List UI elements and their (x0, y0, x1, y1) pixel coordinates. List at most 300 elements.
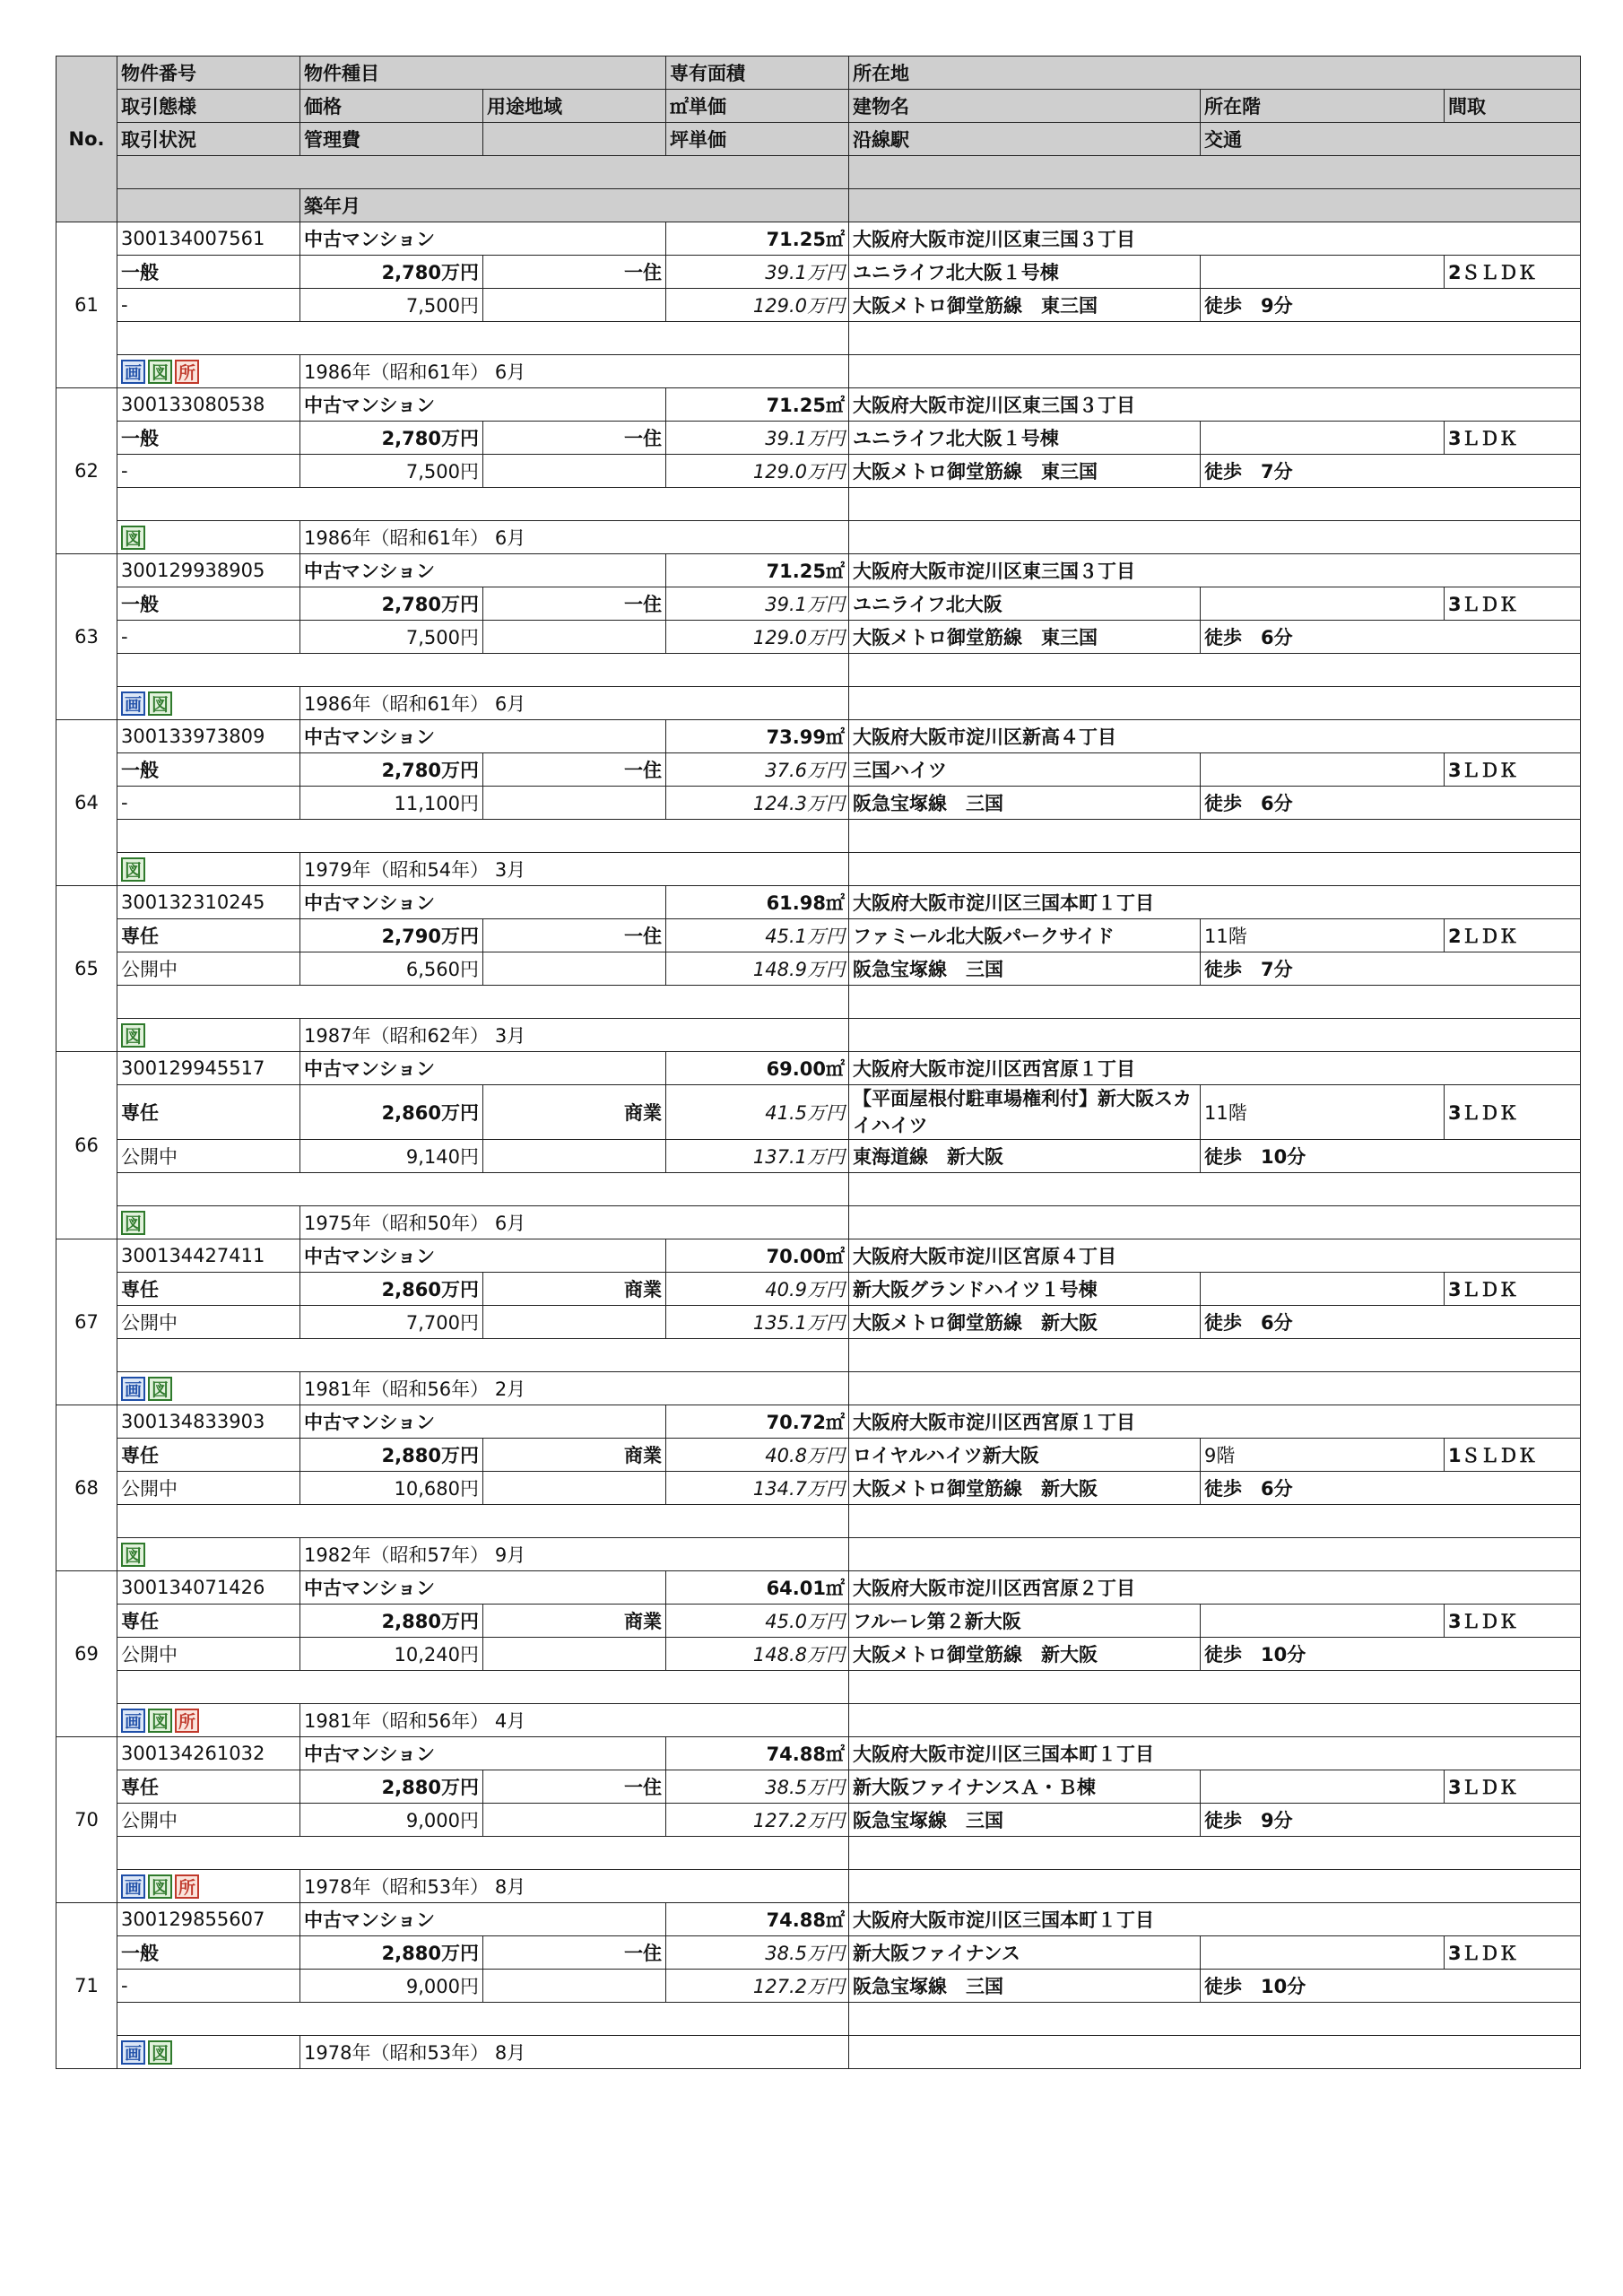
station-line: 大阪メトロ御堂筋線 東三国 (849, 289, 1201, 322)
record (56, 1571, 1581, 1737)
floor-plan-icon[interactable]: 図 (148, 1874, 172, 1899)
station-line: 阪急宝塚線 三国 (849, 1804, 1201, 1837)
blank-end (849, 1019, 1581, 1052)
station-line: 阪急宝塚線 三国 (849, 787, 1201, 820)
blank-cell (483, 1638, 666, 1671)
zone: 一住 (483, 422, 666, 455)
deal-status: - (117, 1970, 300, 2003)
zone: 一住 (483, 1770, 666, 1804)
blank-cell (483, 1306, 666, 1339)
blank-row-right (849, 322, 1581, 355)
icon-cell (117, 687, 300, 720)
blank-row (117, 1173, 849, 1206)
building-name: 新大阪ファイナンス (849, 1936, 1201, 1970)
layout: 3ＬＤＫ (1445, 753, 1581, 787)
address: 大阪府大阪市淀川区新高４丁目 (849, 720, 1581, 753)
blank-row-right (849, 654, 1581, 687)
price: 2,790万円 (300, 919, 483, 952)
floor-plan-icon[interactable]: 図 (148, 360, 172, 384)
management-fee: 10,240円 (300, 1638, 483, 1671)
access: 徒歩 9分 (1201, 289, 1581, 322)
header-built: 築年月 (300, 189, 849, 222)
tsubo-price: 127.2万円 (666, 1804, 849, 1837)
floor-plan-icon[interactable]: 図 (121, 1211, 145, 1235)
property-type: 中古マンション (300, 222, 666, 256)
management-fee: 9,140円 (300, 1140, 483, 1173)
blank-end (849, 853, 1581, 886)
deal-status: 公開中 (117, 1472, 300, 1505)
record-no: 70 (56, 1737, 117, 1903)
price: 2,780万円 (300, 753, 483, 787)
property-type: 中古マンション (300, 720, 666, 753)
blank-cell (483, 1970, 666, 2003)
header-property-type: 物件種目 (300, 57, 666, 90)
layout: 3ＬＤＫ (1445, 1936, 1581, 1970)
icon-cell (117, 521, 300, 554)
address: 大阪府大阪市淀川区宮原４丁目 (849, 1239, 1581, 1273)
floor-plan-icon[interactable]: 図 (121, 1543, 145, 1567)
floor: 11階 (1201, 919, 1445, 952)
blank-cell (483, 621, 666, 654)
icon-cell (117, 1372, 300, 1405)
deal-type: 一般 (117, 256, 300, 289)
floor-plan-icon[interactable]: 図 (148, 1709, 172, 1733)
icon-cell (117, 853, 300, 886)
blank-row (117, 1837, 849, 1870)
deal-status: 公開中 (117, 952, 300, 986)
record (56, 1737, 1581, 1903)
header-blank-row-right (849, 156, 1581, 189)
area: 73.99㎡ (666, 720, 849, 753)
header-price: 価格 (300, 90, 483, 123)
management-fee: 10,680円 (300, 1472, 483, 1505)
blank-cell (483, 1804, 666, 1837)
table-header (56, 57, 1581, 222)
property-id[interactable]: 300134071426 (117, 1571, 300, 1605)
header-area: 専有面積 (666, 57, 849, 90)
blank-row (117, 1339, 849, 1372)
blank-end (849, 355, 1581, 388)
tsubo-price: 137.1万円 (666, 1140, 849, 1173)
built-date: 1975年（昭和50年） 6月 (300, 1206, 849, 1239)
price: 2,860万円 (300, 1273, 483, 1306)
blank-cell (483, 1140, 666, 1173)
building-name: 【平面屋根付駐車場権利付】新大阪スカイハイツ (849, 1085, 1201, 1140)
management-fee: 7,500円 (300, 621, 483, 654)
blank-row-right (849, 1671, 1581, 1704)
blank-end (849, 2036, 1581, 2069)
header-line: 沿線駅 (849, 123, 1201, 156)
floor (1201, 1273, 1445, 1306)
floor-plan-icon[interactable]: 図 (121, 1023, 145, 1048)
building-name: フルーレ第２新大阪 (849, 1605, 1201, 1638)
deal-status: - (117, 455, 300, 488)
icon-cell (117, 1206, 300, 1239)
sqm-price: 41.5万円 (666, 1085, 849, 1140)
building-name: ユニライフ北大阪１号棟 (849, 256, 1201, 289)
photo-icon[interactable]: 画 (121, 691, 145, 716)
built-date: 1981年（昭和56年） 4月 (300, 1704, 849, 1737)
property-type: 中古マンション (300, 886, 666, 919)
header-deal: 取引態様 (117, 90, 300, 123)
icon-cell (117, 1870, 300, 1903)
photo-icon[interactable]: 画 (121, 1709, 145, 1733)
area: 70.72㎡ (666, 1405, 849, 1439)
blank-row-right (849, 1837, 1581, 1870)
built-date: 1986年（昭和61年） 6月 (300, 687, 849, 720)
deal-type: 一般 (117, 753, 300, 787)
built-date: 1978年（昭和53年） 8月 (300, 1870, 849, 1903)
management-fee: 7,500円 (300, 455, 483, 488)
location-map-icon[interactable]: 所 (175, 1709, 199, 1733)
icon-cell (117, 2036, 300, 2069)
layout: 3ＬＤＫ (1445, 1605, 1581, 1638)
sqm-price: 37.6万円 (666, 753, 849, 787)
sqm-price: 40.9万円 (666, 1273, 849, 1306)
icon-group (121, 1019, 296, 1051)
blank-cell (483, 787, 666, 820)
record-no: 69 (56, 1571, 117, 1737)
blank-end (849, 687, 1581, 720)
station-line: 阪急宝塚線 三国 (849, 952, 1201, 986)
sqm-price: 40.8万円 (666, 1439, 849, 1472)
blank-row-right (849, 1173, 1581, 1206)
sqm-price: 39.1万円 (666, 422, 849, 455)
management-fee: 9,000円 (300, 1804, 483, 1837)
blank-cell (483, 952, 666, 986)
deal-type: 専任 (117, 1605, 300, 1638)
access: 徒歩 9分 (1201, 1804, 1581, 1837)
tsubo-price: 148.9万円 (666, 952, 849, 986)
building-name: ファミール北大阪パークサイド (849, 919, 1201, 952)
icon-group (121, 355, 296, 387)
photo-icon[interactable]: 画 (121, 360, 145, 384)
built-date: 1979年（昭和54年） 3月 (300, 853, 849, 886)
zone: 一住 (483, 256, 666, 289)
record (56, 554, 1581, 720)
blank-row (117, 654, 849, 687)
station-line: 阪急宝塚線 三国 (849, 1970, 1201, 2003)
building-name: 新大阪ファイナンスＡ・Ｂ棟 (849, 1770, 1201, 1804)
station-line: 大阪メトロ御堂筋線 東三国 (849, 621, 1201, 654)
building-name: 新大阪グランドハイツ１号棟 (849, 1273, 1201, 1306)
blank-row-right (849, 986, 1581, 1019)
access: 徒歩 10分 (1201, 1140, 1581, 1173)
record-no: 64 (56, 720, 117, 886)
address: 大阪府大阪市淀川区西宮原２丁目 (849, 1571, 1581, 1605)
zone: 一住 (483, 1936, 666, 1970)
header-sqm-price: ㎡単価 (666, 90, 849, 123)
floor (1201, 1770, 1445, 1804)
address: 大阪府大阪市淀川区東三国３丁目 (849, 388, 1581, 422)
area: 74.88㎡ (666, 1737, 849, 1770)
station-line: 東海道線 新大阪 (849, 1140, 1201, 1173)
property-type: 中古マンション (300, 1737, 666, 1770)
header-fee: 管理費 (300, 123, 483, 156)
management-fee: 11,100円 (300, 787, 483, 820)
management-fee: 6,560円 (300, 952, 483, 986)
property-id[interactable]: 300134261032 (117, 1737, 300, 1770)
property-listing-table (56, 56, 1581, 2069)
deal-status: - (117, 289, 300, 322)
blank-row-right (849, 1505, 1581, 1538)
area: 61.98㎡ (666, 886, 849, 919)
header-building: 建物名 (849, 90, 1201, 123)
icon-cell (117, 1704, 300, 1737)
tsubo-price: 129.0万円 (666, 289, 849, 322)
sqm-price: 38.5万円 (666, 1770, 849, 1804)
blank-end (849, 1704, 1581, 1737)
floor (1201, 422, 1445, 455)
sqm-price: 45.0万円 (666, 1605, 849, 1638)
record (56, 1405, 1581, 1571)
layout: 3ＬＤＫ (1445, 422, 1581, 455)
tsubo-price: 127.2万円 (666, 1970, 849, 2003)
zone: 一住 (483, 919, 666, 952)
header-blank-row (117, 156, 849, 189)
property-id[interactable]: 300134007561 (117, 222, 300, 256)
property-type: 中古マンション (300, 1903, 666, 1936)
property-id[interactable]: 300133080538 (117, 388, 300, 422)
area: 70.00㎡ (666, 1239, 849, 1273)
blank-row (117, 986, 849, 1019)
record-no: 67 (56, 1239, 117, 1405)
header-floor: 所在階 (1201, 90, 1445, 123)
blank-end (849, 1372, 1581, 1405)
icon-group (121, 853, 296, 885)
sqm-price: 38.5万円 (666, 1936, 849, 1970)
station-line: 大阪メトロ御堂筋線 新大阪 (849, 1472, 1201, 1505)
deal-status: - (117, 787, 300, 820)
record (56, 1903, 1581, 2069)
address: 大阪府大阪市淀川区東三国３丁目 (849, 554, 1581, 587)
property-type: 中古マンション (300, 1571, 666, 1605)
header-property-id: 物件番号 (117, 57, 300, 90)
building-name: 三国ハイツ (849, 753, 1201, 787)
property-type: 中古マンション (300, 1405, 666, 1439)
floor (1201, 1605, 1445, 1638)
header-status: 取引状況 (117, 123, 300, 156)
record-no: 61 (56, 222, 117, 388)
tsubo-price: 124.3万円 (666, 787, 849, 820)
address: 大阪府大阪市淀川区西宮原１丁目 (849, 1052, 1581, 1085)
icon-group (121, 1206, 296, 1239)
layout: 3ＬＤＫ (1445, 1770, 1581, 1804)
deal-status: 公開中 (117, 1638, 300, 1671)
price: 2,880万円 (300, 1770, 483, 1804)
blank-row-right (849, 820, 1581, 853)
sqm-price: 45.1万円 (666, 919, 849, 952)
header-address: 所在地 (849, 57, 1581, 90)
tsubo-price: 134.7万円 (666, 1472, 849, 1505)
layout: 3ＬＤＫ (1445, 1273, 1581, 1306)
floor (1201, 256, 1445, 289)
management-fee: 7,700円 (300, 1306, 483, 1339)
icon-group (121, 521, 296, 553)
address: 大阪府大阪市淀川区西宮原１丁目 (849, 1405, 1581, 1439)
built-date: 1982年（昭和57年） 9月 (300, 1538, 849, 1571)
record (56, 1052, 1581, 1239)
floor (1201, 1936, 1445, 1970)
sqm-price: 39.1万円 (666, 256, 849, 289)
layout: 1ＳＬＤＫ (1445, 1439, 1581, 1472)
record (56, 222, 1581, 388)
record (56, 1239, 1581, 1405)
property-type: 中古マンション (300, 554, 666, 587)
deal-type: 専任 (117, 1770, 300, 1804)
location-map-icon[interactable]: 所 (175, 1874, 199, 1899)
property-id[interactable]: 300129855607 (117, 1903, 300, 1936)
blank-end (849, 1538, 1581, 1571)
layout: 2ＳＬＤＫ (1445, 256, 1581, 289)
record-no: 62 (56, 388, 117, 554)
icon-cell (117, 1019, 300, 1052)
photo-icon[interactable]: 画 (121, 1377, 145, 1401)
floor-plan-icon[interactable]: 図 (121, 526, 145, 550)
blank-row-right (849, 2003, 1581, 2036)
icon-group (121, 1704, 296, 1736)
price: 2,780万円 (300, 587, 483, 621)
blank-cell (483, 289, 666, 322)
property-type: 中古マンション (300, 1052, 666, 1085)
floor-plan-icon[interactable]: 図 (148, 1377, 172, 1401)
price: 2,880万円 (300, 1439, 483, 1472)
floor: 9階 (1201, 1439, 1445, 1472)
station-line: 大阪メトロ御堂筋線 新大阪 (849, 1638, 1201, 1671)
access: 徒歩 6分 (1201, 1306, 1581, 1339)
deal-type: 専任 (117, 1439, 300, 1472)
area: 69.00㎡ (666, 1052, 849, 1085)
blank-row (117, 820, 849, 853)
icon-group (121, 1538, 296, 1570)
area: 71.25㎡ (666, 222, 849, 256)
blank-row-right (849, 488, 1581, 521)
tsubo-price: 148.8万円 (666, 1638, 849, 1671)
record (56, 388, 1581, 554)
area: 71.25㎡ (666, 554, 849, 587)
access: 徒歩 6分 (1201, 621, 1581, 654)
photo-icon[interactable]: 画 (121, 1874, 145, 1899)
blank-end (849, 521, 1581, 554)
zone: 商業 (483, 1439, 666, 1472)
floor-plan-icon[interactable]: 図 (148, 2040, 172, 2065)
zone: 商業 (483, 1605, 666, 1638)
built-date: 1986年（昭和61年） 6月 (300, 355, 849, 388)
station-line: 大阪メトロ御堂筋線 新大阪 (849, 1306, 1201, 1339)
management-fee: 9,000円 (300, 1970, 483, 2003)
header-blank (483, 123, 666, 156)
header-zone: 用途地域 (483, 90, 666, 123)
layout: 3ＬＤＫ (1445, 1085, 1581, 1140)
header-access: 交通 (1201, 123, 1581, 156)
access: 徒歩 6分 (1201, 1472, 1581, 1505)
area: 71.25㎡ (666, 388, 849, 422)
blank-cell (483, 1472, 666, 1505)
management-fee: 7,500円 (300, 289, 483, 322)
station-line: 大阪メトロ御堂筋線 東三国 (849, 455, 1201, 488)
layout: 3ＬＤＫ (1445, 587, 1581, 621)
tsubo-price: 129.0万円 (666, 621, 849, 654)
deal-status: 公開中 (117, 1140, 300, 1173)
icon-group (121, 687, 296, 719)
deal-type: 専任 (117, 919, 300, 952)
floor-plan-icon[interactable]: 図 (121, 857, 145, 882)
blank-row (117, 488, 849, 521)
record-no: 71 (56, 1903, 117, 2069)
deal-type: 専任 (117, 1085, 300, 1140)
price: 2,780万円 (300, 422, 483, 455)
header-tsubo-price: 坪単価 (666, 123, 849, 156)
property-id[interactable]: 300134427411 (117, 1239, 300, 1273)
header-icons-blank (117, 189, 300, 222)
floor-plan-icon[interactable]: 図 (148, 691, 172, 716)
property-id[interactable]: 300132310245 (117, 886, 300, 919)
blank-end (849, 1206, 1581, 1239)
area: 64.01㎡ (666, 1571, 849, 1605)
icon-group (121, 1870, 296, 1902)
zone: 一住 (483, 587, 666, 621)
record-no: 68 (56, 1405, 117, 1571)
icon-cell (117, 1538, 300, 1571)
header-layout: 間取 (1445, 90, 1581, 123)
deal-status: 公開中 (117, 1306, 300, 1339)
floor: 11階 (1201, 1085, 1445, 1140)
built-date: 1986年（昭和61年） 6月 (300, 521, 849, 554)
built-date: 1981年（昭和56年） 2月 (300, 1372, 849, 1405)
blank-row (117, 1505, 849, 1538)
building-name: ユニライフ北大阪 (849, 587, 1201, 621)
blank-row (117, 2003, 849, 2036)
record-no: 63 (56, 554, 117, 720)
deal-status: 公開中 (117, 1804, 300, 1837)
price: 2,860万円 (300, 1085, 483, 1140)
property-id[interactable]: 300129938905 (117, 554, 300, 587)
property-id[interactable]: 300129945517 (117, 1052, 300, 1085)
built-date: 1978年（昭和53年） 8月 (300, 2036, 849, 2069)
price: 2,880万円 (300, 1605, 483, 1638)
property-type: 中古マンション (300, 388, 666, 422)
zone: 商業 (483, 1273, 666, 1306)
price: 2,880万円 (300, 1936, 483, 1970)
property-id[interactable]: 300133973809 (117, 720, 300, 753)
access: 徒歩 7分 (1201, 455, 1581, 488)
blank-end (849, 1870, 1581, 1903)
photo-icon[interactable]: 画 (121, 2040, 145, 2065)
built-date: 1987年（昭和62年） 3月 (300, 1019, 849, 1052)
location-map-icon[interactable]: 所 (175, 360, 199, 384)
address: 大阪府大阪市淀川区三国本町１丁目 (849, 1737, 1581, 1770)
address: 大阪府大阪市淀川区東三国３丁目 (849, 222, 1581, 256)
icon-group (121, 2036, 296, 2068)
record-no: 65 (56, 886, 117, 1052)
tsubo-price: 135.1万円 (666, 1306, 849, 1339)
floor (1201, 587, 1445, 621)
record (56, 886, 1581, 1052)
building-name: ロイヤルハイツ新大阪 (849, 1439, 1201, 1472)
blank-row-right (849, 1339, 1581, 1372)
blank-row (117, 1671, 849, 1704)
building-name: ユニライフ北大阪１号棟 (849, 422, 1201, 455)
address: 大阪府大阪市淀川区三国本町１丁目 (849, 1903, 1581, 1936)
property-type: 中古マンション (300, 1239, 666, 1273)
record-no: 66 (56, 1052, 117, 1239)
address: 大阪府大阪市淀川区三国本町１丁目 (849, 886, 1581, 919)
deal-type: 一般 (117, 1936, 300, 1970)
zone: 一住 (483, 753, 666, 787)
property-id[interactable]: 300134833903 (117, 1405, 300, 1439)
deal-status: - (117, 621, 300, 654)
access: 徒歩 7分 (1201, 952, 1581, 986)
